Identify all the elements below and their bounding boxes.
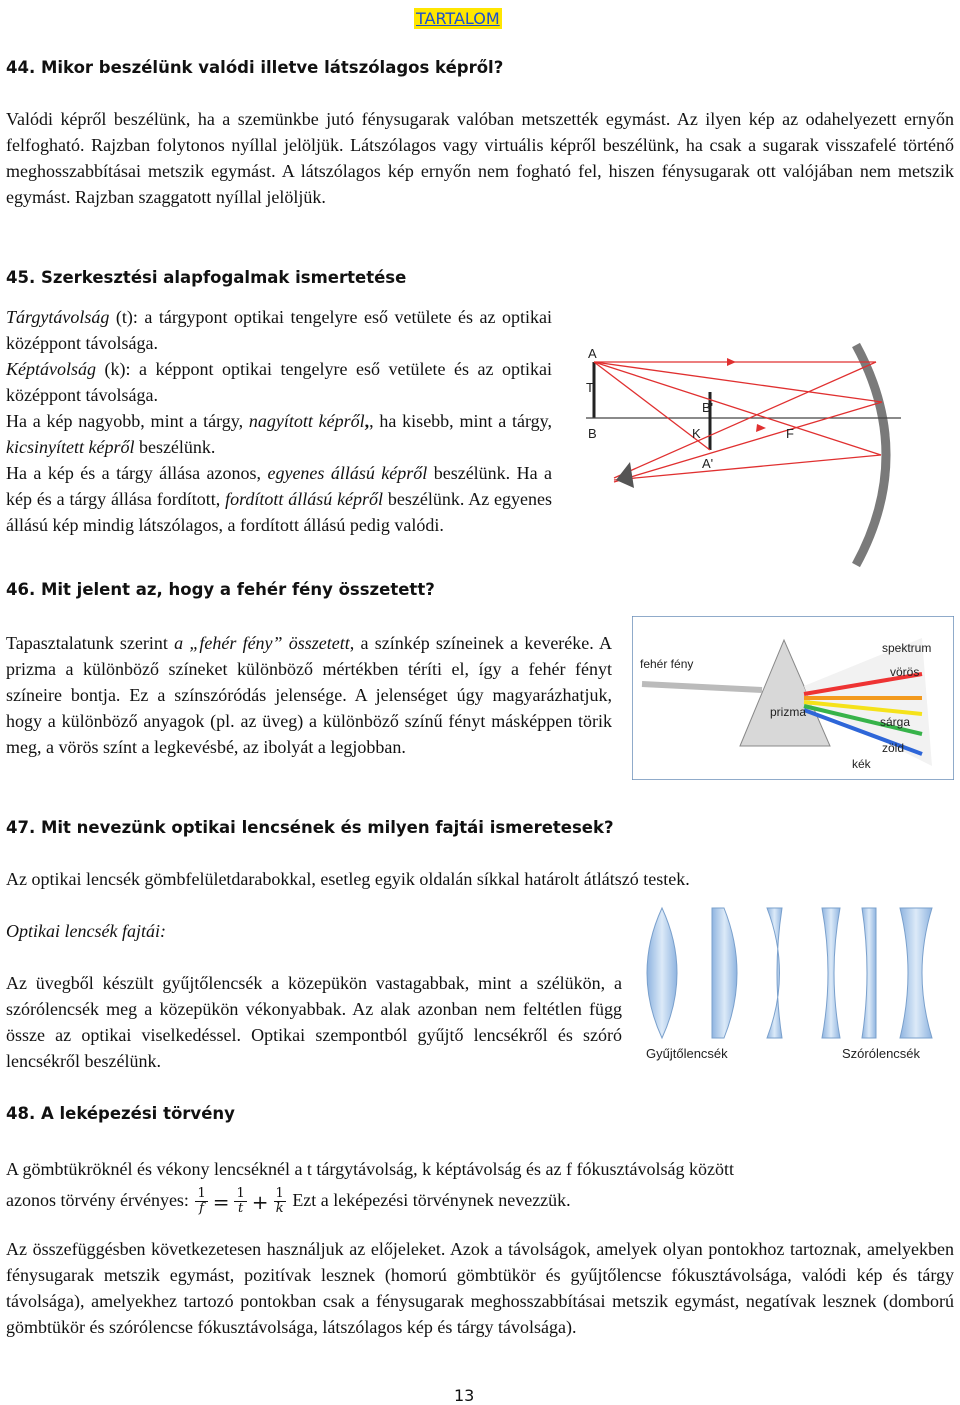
q45-p2: Képtávolság (k): a képpont optikai tengelyre eső vetülete és az optikai középpont távolsága. [6, 359, 552, 405]
q46-title: 46. Mit jelent az, hogy a fehér fény összetett? [6, 580, 435, 599]
label-prism: prizma [770, 705, 807, 719]
q45-p4: Ha a kép és a tárgy állása azonos, egyenes állású képről beszélünk. Ha a kép és a tárgy állása fordított, fordított állású képről beszélünk. Az egyenes állású kép mindig látszólagos, a fordított állású pedig valódi. [6, 463, 553, 535]
q45-p3: Ha a kép nagyobb, mint a tárgy, nagyított képről,, ha kisebb, mint a tárgy, kicsinyített képről beszélünk. [6, 411, 552, 457]
q47-title: 47. Mit nevezünk optikai lencsének és milyen fajtái ismeretesek? [6, 818, 614, 837]
q48-formula-line: azonos törvény érvényes: $\frac{1}{f}$ = $\frac{1}{t}$ + $\frac{1}{k}$ Ezt a leképezési törvénynek nevezzük. [6, 1186, 571, 1217]
label-yellow: sárga [880, 715, 911, 729]
q48-p2: Az összefüggésben következetesen használjuk az előjeleket. Azok a távolságok, amelyek olyan pontokhoz tartoznak, amelyekben fénysugarak metszik egymást, pozitívak lesznek (homorú gömbtükör és gyűjtőlencse fókusztávolsága, valódi kép és tárgy távolsága), amelyekhez tartozó pontokban csak a fénysugarak meghosszabbításai metszik egymást, negatívak lesznek (domború gömbtükör és szórólencse fókusztávolsága, látszólagos kép és tárgy távolsága). [6, 1239, 954, 1337]
q46-body: Tapasztalatunk szerint a „fehér fény” összetett, a színkép színeinek a keveréke. A prizma a különböző színeket különböző mértékben téríti el, így a fehér fényt színeire bontja. Ez a színszóródás jelensége. A jelenséget úgy magyarázhatjuk, hogy a különböző anyagok (pl. az üveg) a különböző színű fényt másképpen törik meg, a vörös színt a legkevésbé, az ibolyát a legjobban. [6, 633, 613, 757]
label-B-prime: B' [702, 400, 714, 415]
label-A-prime: A' [702, 456, 714, 471]
q45-p1: Tárgytávolság (t): a tárgypont optikai tengelyre eső vetülete és az optikai középpont távolsága. [6, 307, 552, 353]
label-diverging-lenses: Szórólencsék [842, 1046, 921, 1061]
q47-definition: Az optikai lencsék gömbfelületdarabokkal, esetleg egyik oldalán síkkal határolt átlátszó testek. [6, 869, 690, 889]
page-number: 13 [454, 1386, 475, 1405]
fraction-1-f: $\frac{1}{f}$ [197, 1186, 206, 1217]
q45-title: 45. Szerkesztési alapfogalmak ismertetése [6, 268, 407, 287]
q47-body: Az üvegből készült gyűjtőlencsék a közepükön vastagabbak, mint a szélükön, a szórólencsék meg a közepükön vékonyabbak. Az alak azonban nem feltétlen függ össze az optikai viselkedéssel. Optikai szempontból gyűjtő lencsékről és szóró lencsékről beszélünk. [6, 973, 622, 1071]
prism-dispersion-image [632, 616, 954, 780]
label-spectrum: spektrum [882, 641, 932, 655]
fraction-1-t: $\frac{1}{t}$ [236, 1186, 245, 1217]
label-white-light: fehér fény [640, 657, 694, 671]
q48-p1: A gömbtükröknél és vékony lencséknél a t tárgytávolság, k képtávolság és az f fókusztávolság között [6, 1159, 734, 1179]
label-A: A [588, 346, 597, 361]
q47-types-heading: Optikai lencsék fajtái: [6, 921, 166, 941]
q44-title: 44. Mikor beszélünk valódi illetve látszólagos képről? [6, 58, 504, 77]
label-converging-lenses: Gyűjtőlencsék [646, 1046, 728, 1061]
label-K: K [692, 426, 701, 441]
q44-body: Valódi képről beszélünk, ha a szemünkbe jutó fénysugarak valóban metszették egymást. Az ilyen kép az odahelyezett ernyőn felfogható. Rajzban folytonos nyíllal jelöljük. Látszólagos vagy virtuális képről beszélünk, ha csak a sugarak visszafelé történő meghosszabbításai metszik egymást. A látszólagos kép ernyőn nem fogható fel, hiszen fénysugarak ott valójában nem metszik egymást. Rajzban szaggatott nyíllal jelöljük. [6, 109, 954, 207]
label-B: B [588, 426, 597, 441]
label-T: T [586, 380, 594, 395]
toc-link[interactable]: TARTALOM [416, 9, 500, 28]
label-green: zöld [882, 741, 905, 755]
label-red: vörös [890, 665, 920, 679]
concave-mirror-diagram [586, 340, 946, 570]
term-image-distance: Képtávolság [6, 359, 96, 379]
label-F: F [786, 426, 794, 441]
q48-title: 48. A leképezési törvény [6, 1104, 235, 1123]
fraction-1-k: $\frac{1}{k}$ [275, 1186, 284, 1217]
label-blue: kék [852, 757, 871, 771]
lens-types-image [632, 898, 954, 1068]
q45-text [6, 304, 552, 538]
term-object-distance: Tárgytávolság [6, 307, 110, 327]
